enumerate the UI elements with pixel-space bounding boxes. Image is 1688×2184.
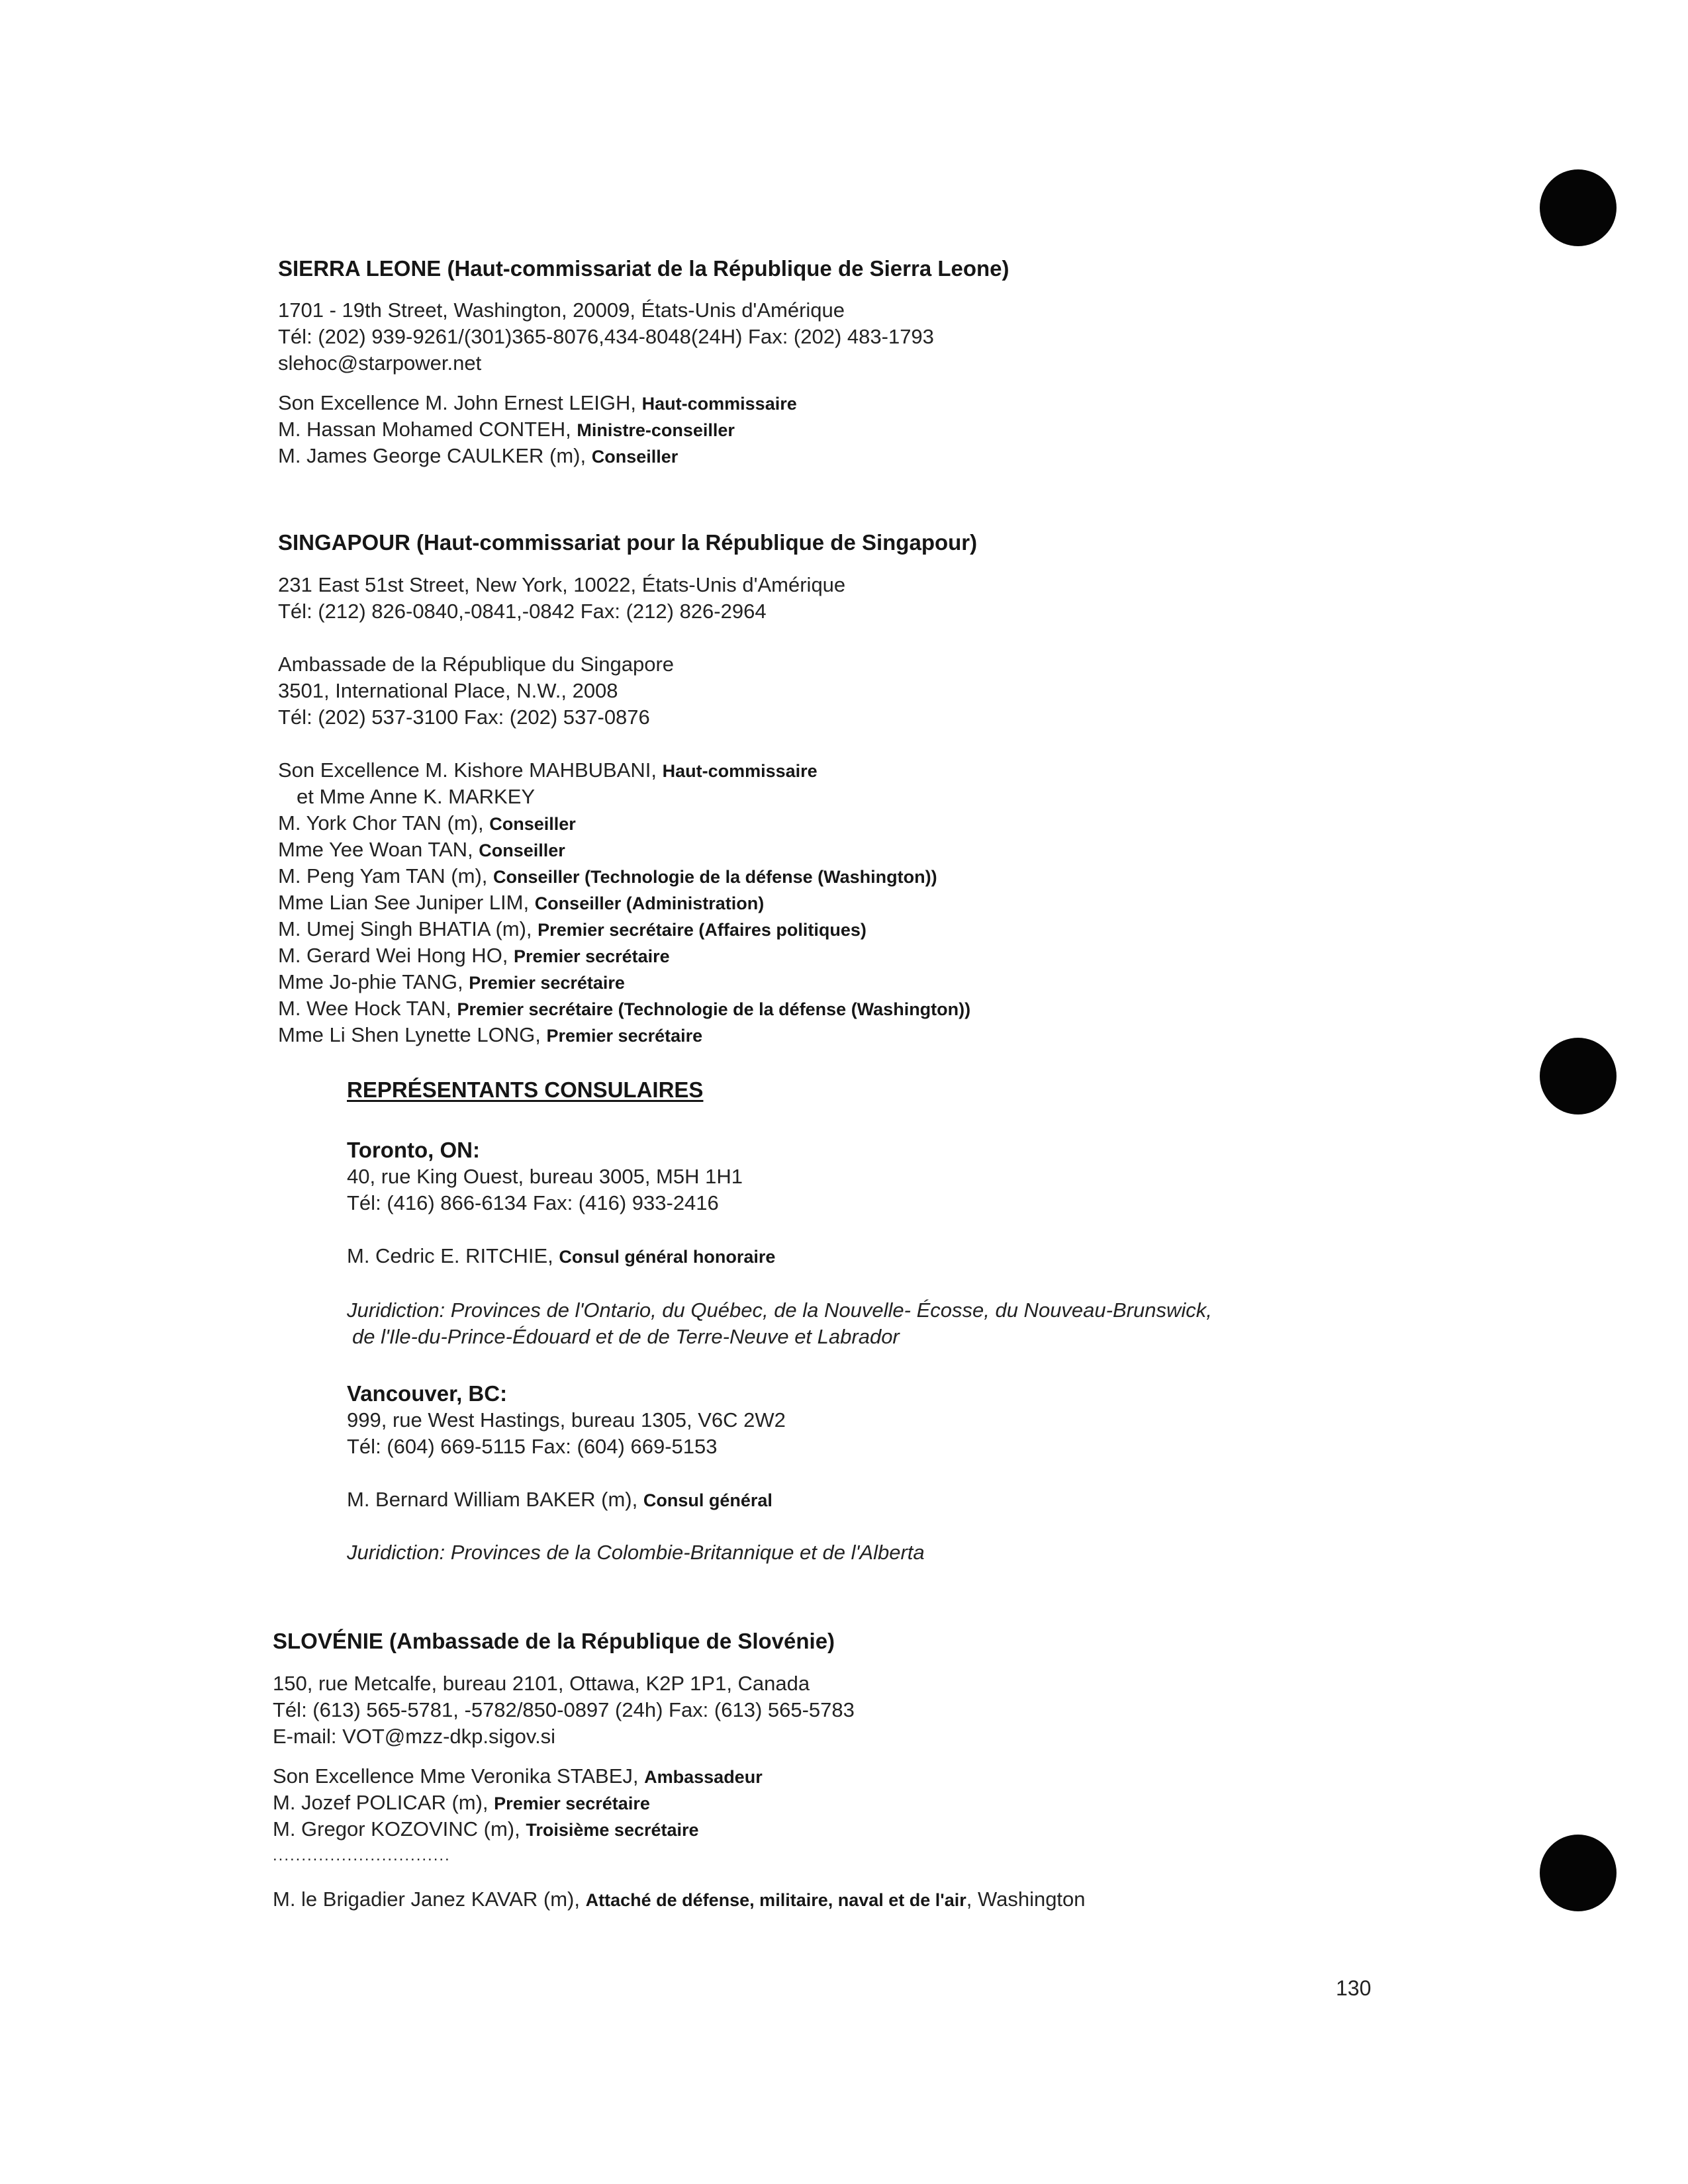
staff-role: Premier secrétaire [546,1026,703,1046]
phone-fax: Tél: (202) 939-9261/(301)365-8076,434-8048(24H) Fax: (202) 483-1793 [278,325,934,348]
consul-entry [347,1486,773,1514]
staff-entry [278,916,867,943]
mission-title: (Haut-commissariat pour la République de Singapour) [416,530,978,555]
staff-name: M. Jozef POLICAR (m), [273,1791,494,1814]
section-heading [278,529,977,556]
staff-role: Conseiller (Administration) [534,893,765,913]
staff-entry [278,969,625,996]
consulate-address: 40, rue King Ouest, bureau 3005, M5H 1H1 [347,1165,743,1188]
consul-name: M. Bernard William BAKER (m), [347,1488,643,1511]
consul-name: M. Cedric E. RITCHIE, [347,1244,559,1267]
staff-name: M. York Chor TAN (m), [278,811,490,835]
email: E-mail: VOT@mzz-dkp.sigov.si [273,1725,556,1748]
staff-name: M. Gregor KOZOVINC (m), [273,1817,526,1841]
consulate-phone: Tél: (604) 669-5115 Fax: (604) 669-5153 [347,1435,718,1458]
staff-role: Premier secrétaire [514,946,670,966]
section-heading [278,255,1009,282]
staff-name: Mme Jo-phie TANG, [278,970,469,993]
punch-hole-bottom [1540,1835,1617,1911]
staff-name: Son Excellence M. John Ernest LEIGH, [278,391,642,414]
staff-entry [278,810,576,837]
spouse: et Mme Anne K. MARKEY [297,785,536,808]
consulate-address: 999, rue West Hastings, bureau 1305, V6C 2W2 [347,1408,786,1432]
address: 150, rue Metcalfe, bureau 2101, Ottawa, K2P 1P1, Canada [273,1672,810,1695]
attache-location: , Washington [966,1888,1086,1911]
staff-name: M. Peng Yam TAN (m), [278,864,494,887]
staff-entry [278,1022,702,1049]
staff-name: Mme Li Shen Lynette LONG, [278,1023,547,1046]
staff-role: Premier secrétaire [469,973,625,993]
staff-role: Premier secrétaire (Affaires politiques) [538,920,867,940]
staff-entry [273,1763,763,1790]
staff-role: Haut-commissaire [662,761,818,781]
staff-role: Premier secrétaire [494,1794,650,1813]
consular-heading: REPRÉSENTANTS CONSULAIRES [347,1077,704,1102]
punch-hole-middle [1540,1038,1617,1115]
staff-entry [278,390,797,417]
address: 1701 - 19th Street, Washington, 20009, États-Unis d'Amérique [278,298,845,322]
email: slehoc@starpower.net [278,351,482,375]
staff-name: M. James George CAULKER (m), [278,444,592,467]
staff-role: Premier secrétaire (Technologie de la défense (Washington)) [457,999,971,1019]
consul-entry [347,1243,775,1270]
staff-name: Son Excellence Mme Veronika STABEJ, [273,1764,645,1788]
staff-entry [278,757,818,784]
staff-entry [278,995,970,1023]
staff-entry [278,942,670,970]
staff-role: Ministre-conseiller [577,420,735,440]
staff-entry [278,889,764,917]
staff-role: Troisième secrétaire [526,1820,699,1840]
staff-entry [278,863,937,890]
country-name: SLOVÉNIE [273,1629,383,1653]
phone-fax: Tél: (212) 826-0840,-0841,-0842 Fax: (212) 826-2964 [278,600,767,623]
consul-role: Consul général [643,1490,773,1510]
staff-name: Son Excellence M. Kishore MAHBUBANI, [278,758,663,782]
consul-role: Consul général honoraire [559,1247,776,1267]
country-name: SIERRA LEONE [278,256,442,281]
attache-name: M. le Brigadier Janez KAVAR (m), [273,1888,586,1911]
consulate-city: Vancouver, BC: [347,1381,508,1406]
staff-role: Conseiller [479,841,565,860]
address: 231 East 51st Street, New York, 10022, États-Unis d'Amérique [278,573,846,596]
staff-role: Conseiller [489,814,576,834]
staff-role: Conseiller (Technologie de la défense (Washington)) [493,867,937,887]
embassy-phone: Tél: (202) 537-3100 Fax: (202) 537-0876 [278,705,650,729]
mission-title: (Ambassade de la République de Slovénie) [389,1629,835,1653]
consulate-phone: Tél: (416) 866-6134 Fax: (416) 933-2416 [347,1191,719,1214]
attache-role: Attaché de défense, militaire, naval et de l'air [585,1890,966,1910]
staff-entry [273,1790,650,1817]
punch-hole-top [1540,169,1617,246]
jurisdiction: Juridiction: Provinces de la Colombie-Britannique et de l'Alberta [347,1541,925,1564]
section-heading [273,1628,835,1655]
jurisdiction: Juridiction: Provinces de l'Ontario, du Québec, de la Nouvelle- Écosse, du Nouveau-Brunswick, [347,1298,1212,1322]
staff-entry [278,837,565,864]
country-name: SINGAPOUR [278,530,410,555]
embassy-name: Ambassade de la République du Singapore [278,653,675,676]
staff-role: Conseiller [591,447,679,467]
attache-entry [273,1886,1086,1913]
consulate-city: Toronto, ON: [347,1138,480,1162]
staff-entry [273,1816,699,1843]
staff-name: Mme Yee Woan TAN, [278,838,479,861]
embassy-address: 3501, International Place, N.W., 2008 [278,679,618,702]
phone-fax: Tél: (613) 565-5781, -5782/850-0897 (24h) Fax: (613) 565-5783 [273,1698,855,1721]
staff-name: M. Umej Singh BHATIA (m), [278,917,538,940]
staff-name: Mme Lian See Juniper LIM, [278,891,535,914]
staff-entry [278,443,678,470]
jurisdiction-cont: de l'Ile-du-Prince-Édouard et de de Terre-Neuve et Labrador [352,1325,900,1348]
mission-title: (Haut-commissariat de la République de Sierra Leone) [447,256,1009,281]
staff-name: M. Gerard Wei Hong HO, [278,944,514,967]
dotted-separator: ............................... [273,1846,451,1864]
staff-name: M. Hassan Mohamed CONTEH, [278,418,577,441]
staff-name: M. Wee Hock TAN, [278,997,457,1020]
staff-role: Ambassadeur [644,1767,763,1787]
staff-role: Haut-commissaire [641,394,797,414]
page-number: 130 [1336,1976,1372,2000]
staff-entry [278,416,735,443]
